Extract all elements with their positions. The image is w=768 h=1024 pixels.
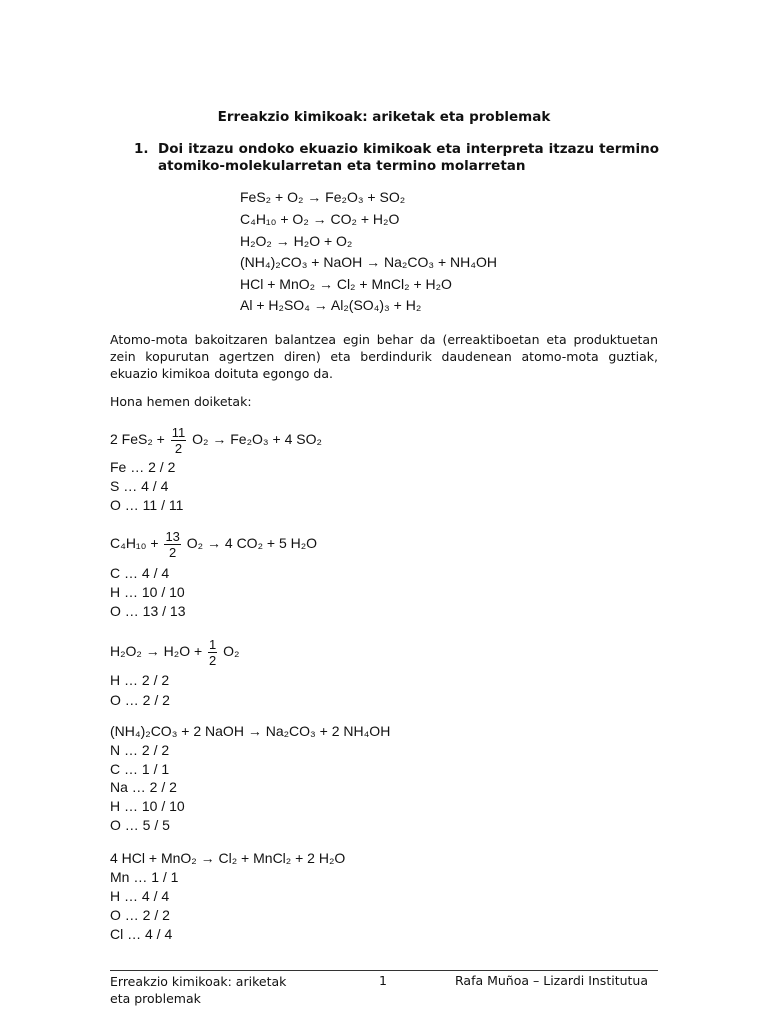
equation-6: Al + H₂SO₄ → Al₂(SO₄)₃ + H₂ [240,297,422,313]
atom-check: Na … 2 / 2 [110,779,177,795]
page-number: 1 [379,973,387,988]
intro-text: Hona hemen doiketak: [110,394,252,409]
atom-check: Fe … 2 / 2 [110,459,176,475]
atom-check: Mn … 1 / 1 [110,869,179,885]
question-number: 1. [134,141,149,157]
fraction-numerator: 11 [171,425,186,440]
atom-check: N … 2 / 2 [110,742,170,758]
equation-5: HCl + MnO₂ → Cl₂ + MnCl₂ + H₂O [240,276,452,292]
atom-check: H … 2 / 2 [110,672,170,688]
fraction-denominator: 2 [174,441,183,456]
fraction-numerator: 13 [165,529,180,544]
balanced-equation-3 [110,638,240,667]
equation-3: H₂O₂ → H₂O + O₂ [240,233,353,249]
balanced-equation-1 [110,426,322,455]
atom-check: O … 13 / 13 [110,603,186,619]
atom-check: O … 11 / 11 [110,497,184,513]
atom-check: C … 1 / 1 [110,761,170,777]
atom-check: C … 4 / 4 [110,565,170,581]
atom-check: O … 2 / 2 [110,692,170,708]
explanation-paragraph: Atomo-mota bakoitzaren balantzea egin behar da (erreaktiboetan eta produktuetan zein kopurutan agertzen diren) eta berdindurik daudenean atomo-mota guztiak, ekuazio kimikoa doituta egongo da. [110,332,658,381]
footer-author: Rafa Muñoa – Lizardi Institutua [455,973,648,988]
equation-part: O₂ [223,643,240,660]
question-1 [134,141,659,175]
equation-part: O₂ → 4 CO₂ + 5 H₂O [186,535,318,552]
fraction-denominator: 2 [209,653,217,668]
atom-check: H … 10 / 10 [110,798,185,814]
atom-check: S … 4 / 4 [110,478,169,494]
equation-part: 2 FeS₂ + [110,431,165,448]
equation-part: H₂O₂ → H₂O + [110,643,203,660]
document-title: Erreakzio kimikoak: ariketak eta problemak [217,109,551,125]
fraction [171,426,187,455]
footer-title: Erreakzio kimikoak: ariketak eta problemak [110,974,287,1006]
fraction-denominator: 2 [169,545,177,560]
balanced-equation-2 [110,530,317,559]
footer-divider [110,970,658,971]
balanced-equation-4: (NH₄)₂CO₃ + 2 NaOH → Na₂CO₃ + 2 NH₄OH [110,723,391,739]
atom-check: H … 4 / 4 [110,888,170,904]
balanced-equation-5: 4 HCl + MnO₂ → Cl₂ + MnCl₂ + 2 H₂O [110,850,346,866]
equation-part: O₂ → Fe₂O₃ + 4 SO₂ [192,431,322,448]
equation-4: (NH₄)₂CO₃ + NaOH → Na₂CO₃ + NH₄OH [240,254,497,270]
atom-check: H … 10 / 10 [110,584,185,600]
question-text: Doi itzazu ondoko ekuazio kimikoak eta interpreta itzazu termino atomiko-molekularretan eta termino molarretan [158,141,659,174]
fraction [164,530,180,559]
atom-check: Cl … 4 / 4 [110,926,173,942]
fraction-numerator: 1 [209,637,217,652]
equation-2: C₄H₁₀ + O₂ → CO₂ + H₂O [240,211,400,227]
atom-check: O … 2 / 2 [110,907,170,923]
fraction [208,638,217,667]
equation-part: C₄H₁₀ + [110,535,159,552]
equation-1: FeS₂ + O₂ → Fe₂O₃ + SO₂ [240,189,406,205]
atom-check: O … 5 / 5 [110,817,170,833]
